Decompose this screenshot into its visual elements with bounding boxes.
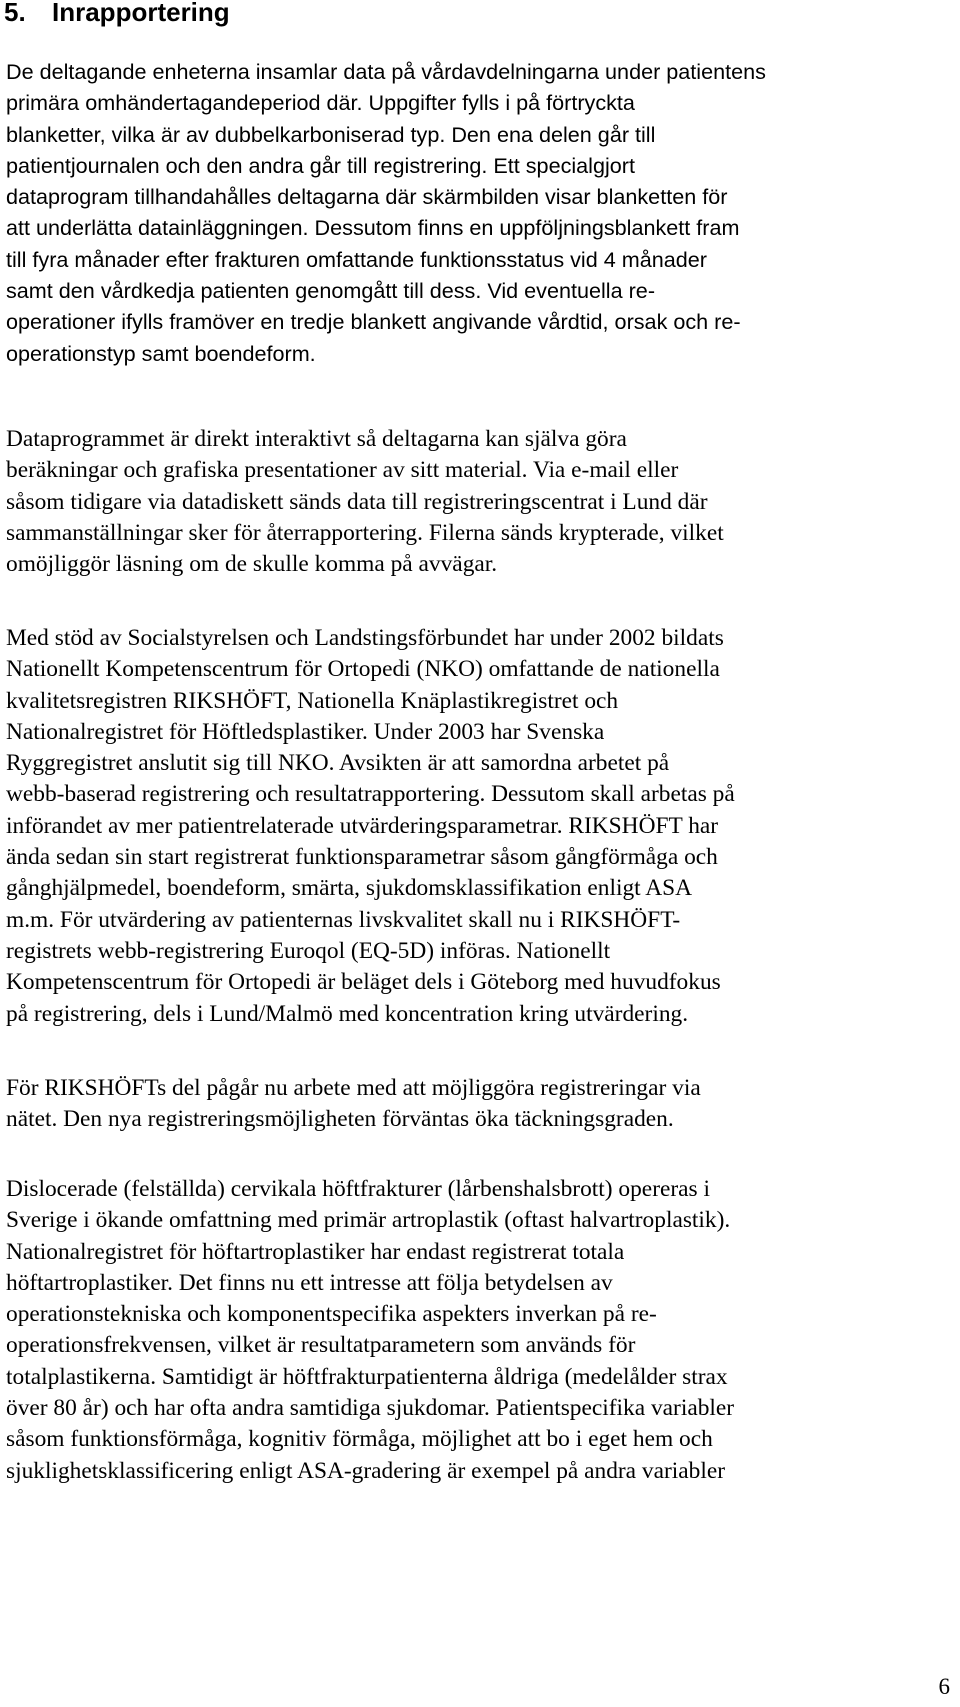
text-line: dataprogram tillhandahålles deltagarna där skärmbilden visar blanketten för — [6, 184, 728, 210]
text-line: Dislocerade (felställda) cervikala höftfrakturer (lårbenshalsbrott) opereras i — [6, 1176, 710, 1202]
text-line: Nationellt Kompetenscentrum för Ortopedi (NKO) omfattande de nationella — [6, 656, 720, 683]
text-line: sjuklighetsklassificering enligt ASA-gradering är exempel på andra variabler — [6, 1457, 726, 1484]
text-line: primära omhändertagandeperiod där. Uppgifter fylls i på förtryckta — [6, 90, 635, 116]
paragraph-nko — [6, 623, 735, 1030]
text-line: införandet av mer patientrelaterade utvärderingsparametrar. RIKSHÖFT har — [6, 812, 719, 839]
section-number: 5. — [4, 0, 26, 27]
page-number: 6 — [938, 1674, 950, 1699]
text-line: patientjournalen och den andra går till registrering. Ett specialgjort — [6, 152, 635, 178]
text-line: sammanställningar sker för återrapportering. Filerna sänds krypterade, vilket — [6, 519, 724, 546]
text-line: operationstekniska och komponentspecifika aspekters inverkan på re- — [6, 1301, 657, 1328]
text-line: Dataprogrammet är direkt interaktivt så deltagarna kan själva göra — [6, 426, 627, 452]
text-line: Sverige i ökande omfattning med primär artroplastik (oftast halvartroplastik). — [6, 1207, 731, 1234]
text-line: nätet. Den nya registreringsmöjligheten förväntas öka täckningsgraden. — [6, 1106, 674, 1133]
text-line: att underlätta datainläggningen. Dessutom finns en uppföljningsblankett fram — [6, 215, 740, 241]
paragraph-data-collection — [6, 56, 766, 369]
text-line: operationer ifylls framöver en tredje blankett angivande vårdtid, orsak och re- — [6, 309, 741, 335]
text-line: såsom tidigare via datadiskett sänds data till registreringscentrat i Lund där — [6, 488, 708, 515]
text-line: webb-baserad registrering och resultatrapportering. Dessutom skall arbetas på — [6, 781, 735, 808]
text-line: gånghjälpmedel, boendeform, smärta, sjukdomsklassifikation enligt ASA — [6, 875, 693, 902]
text-line: Kompetenscentrum för Ortopedi är beläget dels i Göteborg med huvudfokus — [6, 969, 721, 996]
text-line: Ryggregistret anslutit sig till NKO. Avsikten är att samordna arbetet på — [6, 750, 670, 777]
text-line: Nationalregistret för höftartroplastiker har endast registrerat totala — [6, 1238, 625, 1265]
text-line: totalplastikerna. Samtidigt är höftfrakturpatienterna åldriga (medelålder strax — [6, 1363, 728, 1390]
section-heading — [4, 0, 230, 30]
text-line: De deltagande enheterna insamlar data på vårdavdelningarna under patientens — [6, 59, 766, 84]
text-line: beräkningar och grafiska presentationer av sitt material. Via e-mail eller — [6, 457, 679, 484]
paragraph-hip-fractures — [6, 1174, 734, 1487]
section-title: Inrapportering — [52, 0, 230, 27]
text-line: Med stöd av Socialstyrelsen och Landstingsförbundet har under 2002 bildats — [6, 625, 724, 651]
text-line: ända sedan sin start registrerat funktionsparametrar såsom gångförmåga och — [6, 844, 718, 871]
text-line: på registrering, dels i Lund/Malmö med koncentration kring utvärdering. — [6, 1000, 689, 1027]
text-line: operationstyp samt boendeform. — [6, 340, 316, 366]
text-line: över 80 år) och har ofta andra samtidiga sjukdomar. Patientspecifika variabler — [6, 1395, 735, 1422]
text-line: registrets webb-registrering Euroqol (EQ-5D) införas. Nationellt — [6, 937, 611, 964]
text-line: samt den vårdkedja patienten genomgått till dess. Vid eventuella re- — [6, 278, 656, 304]
text-line: Nationalregistret för Höftledsplastiker. Under 2003 har Svenska — [6, 718, 605, 745]
text-line: höftartroplastiker. Det finns nu ett intresse att följa betydelsen av — [6, 1269, 613, 1296]
text-line: omöjliggör läsning om de skulle komma på avvägar. — [6, 551, 498, 578]
paragraph-web-registration — [6, 1073, 701, 1136]
text-line: m.m. För utvärdering av patienternas livskvalitet skall nu i RIKSHÖFT- — [6, 906, 681, 933]
text-line: operationsfrekvensen, vilket är resultatparametern som används för — [6, 1332, 636, 1359]
text-line: såsom funktionsförmåga, kognitiv förmåga, möjlighet att bo i eget hem och — [6, 1426, 713, 1453]
text-line: För RIKSHÖFTs del pågår nu arbete med att möjliggöra registreringar via — [6, 1075, 701, 1101]
text-line: till fyra månader efter frakturen omfattande funktionsstatus vid 4 månader — [6, 246, 707, 272]
text-line: blanketter, vilka är av dubbelkarboniserad typ. Den ena delen går till — [6, 121, 656, 147]
text-line: kvalitetsregistren RIKSHÖFT, Nationella Knäplastikregistret och — [6, 687, 619, 714]
paragraph-data-program — [6, 424, 724, 580]
